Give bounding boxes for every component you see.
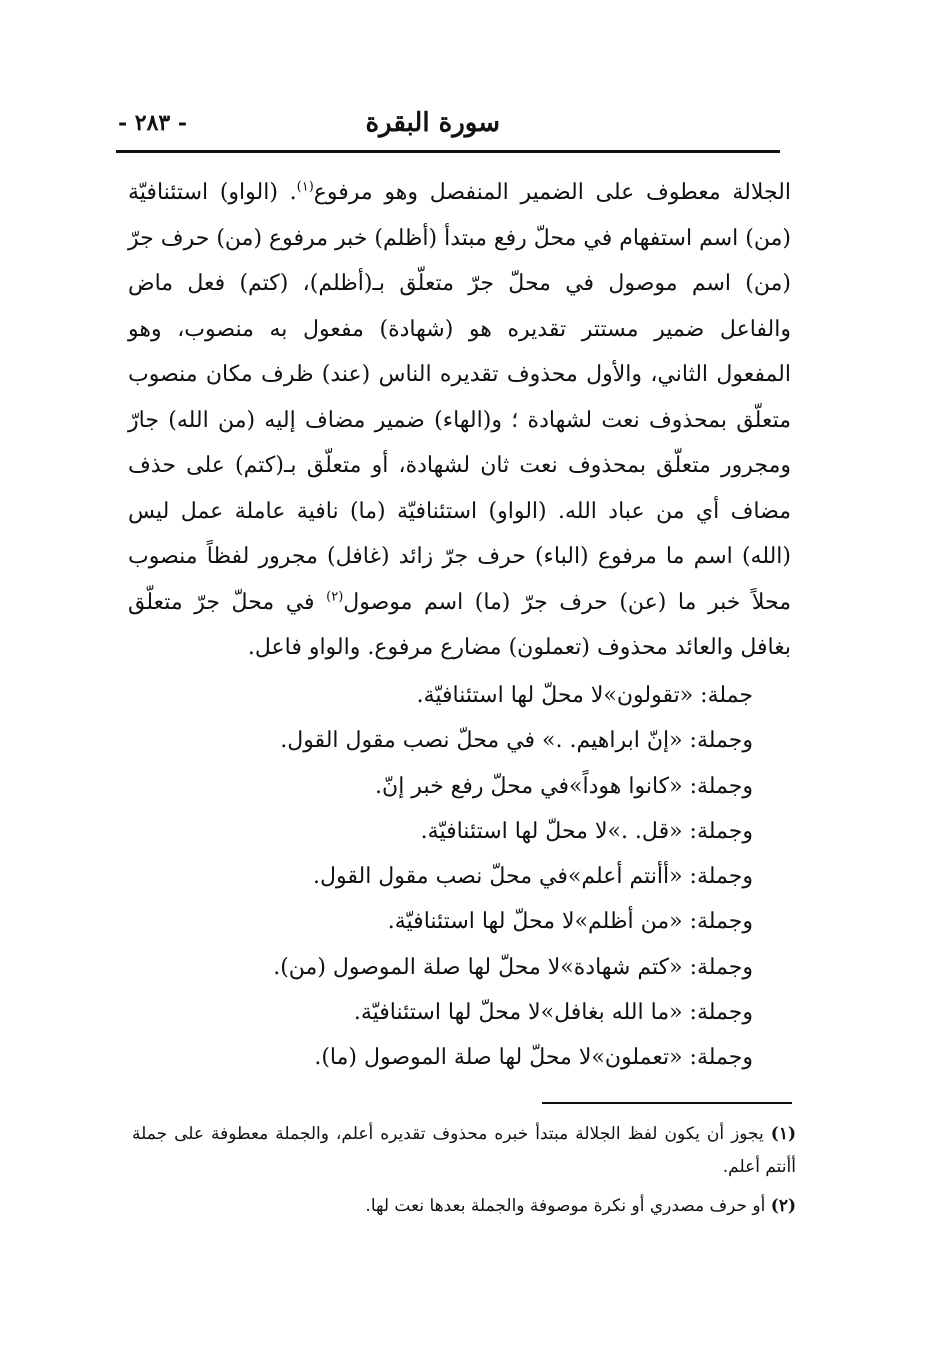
page-header — [118, 104, 780, 144]
footnote-number: (١) — [770, 1124, 797, 1144]
sentence-item: وجملة: «أأنتم أعلم»في محلّ نصب مقول القول. — [313, 864, 753, 890]
footnote-text: يجوز أن يكون لفظ الجلالة مبتدأ خبره محذوف تقديره أعلم، والجملة معطوفة على جملة أأنتم أعلم. — [132, 1124, 796, 1177]
footnote-2 — [132, 1190, 796, 1223]
paragraph-text-part3: في محلّ جرّ متعلّق بغافل والعائد محذوف (تعملون) مضارع مرفوع. والواو فاعل. — [128, 589, 791, 660]
footnote-number: (٢) — [770, 1196, 796, 1216]
paragraph-text-part2: . (الواو) استئنافيّة (من) اسم استفهام في محلّ رفع مبتدأ (أظلم) خبر مرفوع (من) حرف جرّ (من) اسم موصول في محلّ جرّ متعلّق بـ(أظلم)، (كتم) فعل ماض والفاعل ضمير مستتر تقديره هو (شهادة) مفعول به منصوب، وهو المفعول الثاني، والأول محذوف تقديره الناس (عند) ظرف مكان منصوب متعلّق بمحذوف نعت لشهادة ؛ و(الهاء) ضمير مضاف إليه (من الله) جارّ ومجرور متعلّق بمحذوف نعت ثان لشهادة، أو متعلّق بـ(كتم) على حذف مضاف أي من عباد الله. (الواو) استئنافيّة (ما) نافية عاملة عمل ليس (الله) اسم ما مرفوع (الباء) حرف جرّ زائد (غافل) مجرور لفظاً منصوب محلاً خبر ما (عن) حرف جرّ (ما) اسم موصول — [128, 180, 791, 615]
footnote-text: أو حرف مصدري أو نكرة موصوفة والجملة بعدها نعت لها. — [365, 1196, 766, 1216]
sentence-item: وجملة: «من أظلم»لا محلّ لها استئنافيّة. — [387, 909, 753, 935]
page-number: - ٢٨٣ - — [118, 110, 188, 136]
sentence-item: وجملة: «إنّ ابراهيم. .» في محلّ نصب مقول القول. — [280, 728, 753, 754]
sentence-item: وجملة: «ما الله بغافل»لا محلّ لها استئنافيّة. — [353, 1000, 753, 1026]
sentence-item: وجملة: «كانوا هوداً»في محلّ رفع خبر إنّ. — [375, 773, 753, 799]
surah-title: سورة البقرة — [365, 108, 500, 138]
sentence-item: وجملة: «تعملون»لا محلّ لها صلة الموصول (ما). — [314, 1045, 753, 1071]
sentence-item: جملة: «تقولون»لا محلّ لها استئنافيّة. — [416, 683, 753, 708]
footnote-ref-2[interactable]: (٢) — [326, 589, 344, 605]
footnote-divider — [542, 1102, 792, 1104]
paragraph-text-part1: الجلالة معطوف على الضمير المنفصل وهو مرفوع — [313, 180, 791, 205]
footnote-1 — [132, 1118, 796, 1184]
sentence-analysis-list — [200, 673, 753, 1081]
sentence-item: وجملة: «كتم شهادة»لا محلّ لها صلة الموصول (من). — [273, 954, 753, 980]
sentence-item: وجملة: «قل. .»لا محلّ لها استئنافيّة. — [420, 818, 753, 844]
footnotes-section — [132, 1118, 796, 1229]
header-divider — [116, 150, 780, 153]
grammar-paragraph — [128, 170, 791, 671]
footnote-ref-1[interactable]: (١) — [296, 179, 314, 195]
